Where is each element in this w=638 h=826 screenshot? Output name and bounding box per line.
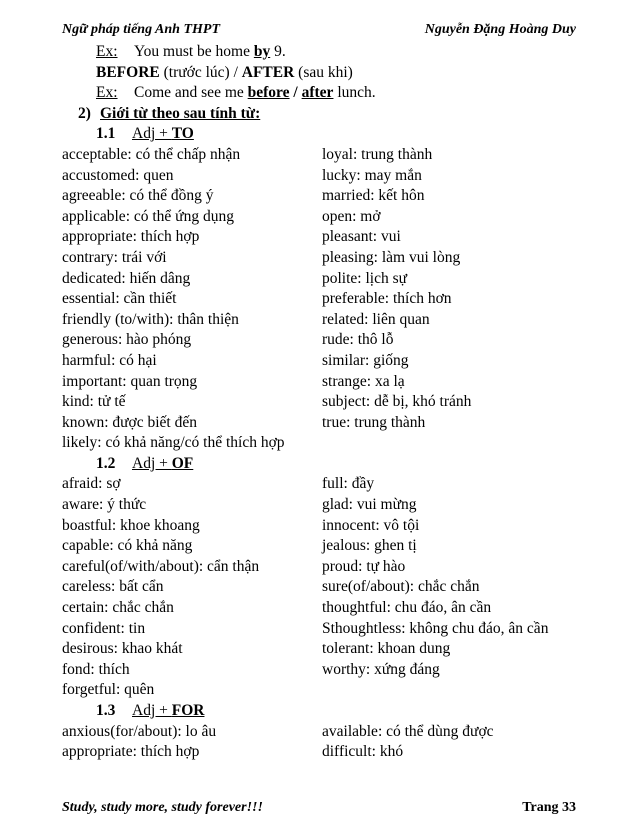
example-label: Ex:: [96, 84, 118, 102]
vocab-entry-left: capable: có khả năng: [62, 537, 193, 555]
vocab-entry-right: true: trung thành: [322, 413, 426, 431]
vocab-row: [62, 145, 582, 166]
subsection-preposition: TO: [171, 125, 194, 143]
before-gloss: (trước lúc) /: [159, 63, 242, 81]
vocab-entry-left: anxious(for/about): lo âu: [62, 722, 217, 740]
vocab-entry-left: acceptable: có thể chấp nhận: [62, 145, 241, 163]
example-separator: /: [289, 84, 302, 102]
vocab-entry-right: open: mở: [322, 207, 381, 225]
vocab-row: [62, 516, 582, 537]
adj-to-list: [62, 145, 582, 454]
vocab-row: [62, 557, 582, 578]
vocab-entry-right: glad: vui mừng: [322, 496, 417, 514]
example-keyword: after: [301, 84, 334, 102]
before-keyword: BEFORE: [96, 63, 160, 81]
vocab-entry-left: certain: chắc chắn: [62, 599, 174, 617]
vocab-entry-right: similar: giống: [322, 351, 409, 369]
vocab-row: [62, 351, 582, 372]
example-keyword: by: [253, 43, 271, 60]
subsection-adj: Adj +: [132, 125, 172, 143]
subsection-adj: Adj +: [132, 454, 172, 472]
vocab-row: [62, 536, 582, 557]
vocab-entry-right: full: đầy: [322, 475, 375, 493]
vocab-entry-left: careful(of/with/about): cẩn thận: [62, 557, 260, 575]
after-keyword: AFTER: [241, 63, 295, 81]
subsection-heading-of: [62, 454, 582, 475]
vocab-entry-right: difficult: khó: [322, 743, 404, 761]
vocab-row: [62, 289, 582, 310]
example-keyword: before: [247, 84, 290, 102]
vocab-entry-right: married: kết hôn: [322, 187, 425, 205]
vocab-row: [62, 186, 582, 207]
vocab-entry-right: thoughtful: chu đáo, ân cần: [322, 599, 492, 617]
vocab-row: [62, 742, 582, 763]
page-header-author: Nguyễn Đặng Hoàng Duy: [424, 22, 576, 37]
vocab-row: [62, 495, 582, 516]
page-number: Trang 33: [522, 800, 576, 815]
section-heading: [62, 104, 582, 125]
vocab-entry-right: available: có thể dùng được: [322, 722, 494, 740]
subsection-heading-for: [62, 701, 582, 722]
subsection-number: 1.3: [96, 702, 116, 719]
vocab-entry-left: careless: bất cẩn: [62, 578, 164, 596]
vocab-row: [62, 269, 582, 290]
vocab-entry-right: jealous: ghen tị: [322, 537, 417, 555]
vocab-entry-left: kind: tử tế: [62, 393, 126, 411]
vocab-row: [62, 413, 582, 434]
vocab-entry-left: fond: thích: [62, 660, 130, 678]
vocab-entry-left: boastful: khoe khoang: [62, 516, 200, 534]
vocab-row: [62, 639, 582, 660]
vocab-row: [62, 207, 582, 228]
vocab-entry-left: afraid: sợ: [62, 475, 121, 493]
example-line-by: [62, 42, 582, 63]
vocab-entry-left: friendly (to/with): thân thiện: [62, 310, 239, 328]
example-label: Ex:: [96, 43, 118, 60]
vocab-entry-right: preferable: thích hơn: [322, 290, 452, 308]
vocab-entry-right: proud: tự hào: [322, 557, 406, 575]
vocab-row: [62, 619, 582, 640]
vocab-entry-left: aware: ý thức: [62, 496, 147, 514]
vocab-entry-right: lucky: may mắn: [322, 166, 422, 184]
vocab-row: [62, 577, 582, 598]
page-content: [62, 42, 582, 763]
vocab-entry-left: dedicated: hiến dâng: [62, 269, 191, 287]
subsection-heading-to: [62, 124, 582, 145]
example-line-before-after: [62, 83, 582, 104]
vocab-entry-right: pleasing: làm vui lòng: [322, 248, 461, 266]
vocab-entry-right: pleasant: vui: [322, 228, 401, 246]
vocab-entry-left: important: quan trọng: [62, 372, 198, 390]
vocab-row: [62, 310, 582, 331]
after-gloss: (sau khi): [294, 63, 353, 81]
vocab-entry-right: strange: xa lạ: [322, 372, 405, 390]
vocab-row: [62, 248, 582, 269]
vocab-entry-right: related: liên quan: [322, 310, 430, 328]
page-footer-motto: Study, study more, study forever!!!: [62, 800, 263, 815]
section-number: 2): [78, 104, 91, 122]
example-text: You must be home: [134, 43, 254, 60]
vocab-entry-left: harmful: có hại: [62, 351, 157, 369]
subsection-adj: Adj +: [132, 702, 172, 719]
vocab-entry-left: essential: cần thiết: [62, 290, 177, 308]
vocab-row: [62, 433, 582, 454]
section-title: Giới từ theo sau tính từ:: [100, 104, 261, 122]
example-text: Come and see me: [134, 84, 248, 102]
vocab-entry-left: confident: tin: [62, 619, 146, 637]
vocab-entry-right: loyal: trung thành: [322, 145, 433, 163]
example-text: lunch.: [333, 84, 376, 102]
vocab-entry-right: worthy: xứng đáng: [322, 660, 440, 678]
vocab-row: [62, 330, 582, 351]
subsection-number: 1.1: [96, 125, 116, 143]
vocab-entry-right: sure(of/about): chắc chắn: [322, 578, 480, 596]
vocab-entry-left: appropriate: thích hợp: [62, 228, 200, 246]
vocab-entry-left: appropriate: thích hợp: [62, 743, 200, 761]
before-after-line: [62, 63, 582, 84]
subsection-preposition: FOR: [171, 702, 205, 719]
page-header-title: Ngữ pháp tiếng Anh THPT: [62, 22, 220, 37]
vocab-row: [62, 392, 582, 413]
vocab-entry-left: contrary: trái với: [62, 248, 167, 266]
vocab-entry-right: innocent: vô tội: [322, 516, 420, 534]
vocab-entry-right: subject: dễ bị, khó tránh: [322, 393, 472, 411]
adj-of-list: [62, 474, 582, 701]
vocab-entry-right: rude: thô lỗ: [322, 331, 394, 349]
vocab-row: [62, 227, 582, 248]
vocab-row: [62, 660, 582, 681]
vocab-row: [62, 680, 582, 701]
vocab-entry-left: applicable: có thể ứng dụng: [62, 207, 234, 225]
example-text: 9.: [270, 43, 286, 60]
vocab-row: [62, 598, 582, 619]
vocab-entry-left: accustomed: quen: [62, 166, 174, 184]
vocab-entry-right: [322, 680, 582, 701]
adj-for-list: [62, 722, 582, 763]
subsection-number: 1.2: [96, 454, 116, 472]
vocab-entry-right: polite: lịch sự: [322, 269, 408, 287]
vocab-entry-left: likely: có khả năng/có thể thích hợp: [62, 434, 285, 452]
vocab-row: [62, 372, 582, 393]
vocab-entry-left: known: được biết đến: [62, 413, 197, 431]
vocab-row: [62, 166, 582, 187]
vocab-row: [62, 474, 582, 495]
vocab-entry-left: generous: hào phóng: [62, 331, 192, 349]
vocab-entry-right: tolerant: khoan dung: [322, 640, 451, 658]
vocab-entry-left: forgetful: quên: [62, 681, 155, 699]
vocab-entry-left: agreeable: có thể đồng ý: [62, 187, 214, 205]
vocab-row: [62, 722, 582, 743]
vocab-entry-left: desirous: khao khát: [62, 640, 183, 658]
vocab-entry-right: Sthoughtless: không chu đáo, ân cần: [322, 619, 549, 637]
subsection-preposition: OF: [171, 454, 194, 472]
vocab-entry-right: [322, 433, 582, 454]
